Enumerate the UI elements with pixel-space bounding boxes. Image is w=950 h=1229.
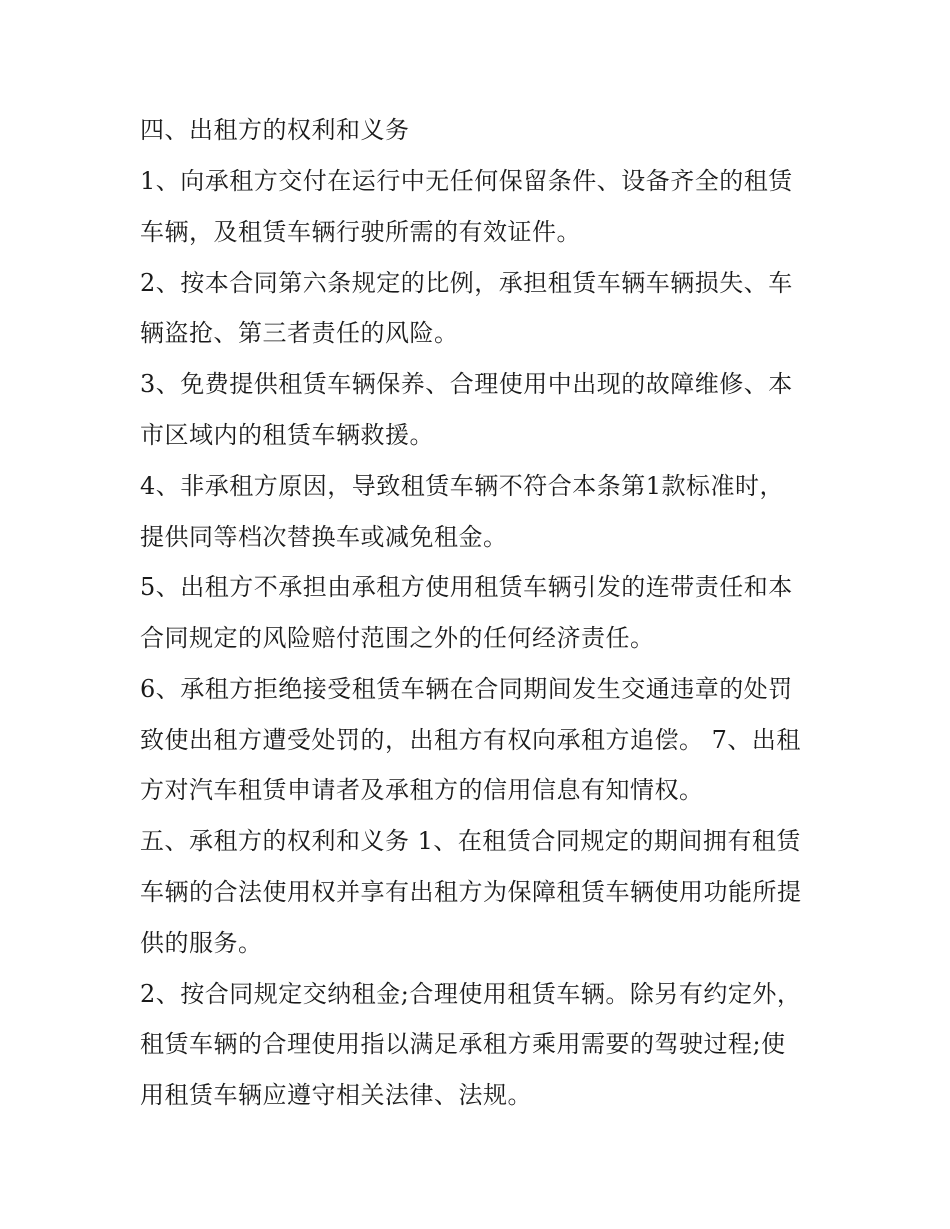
section-heading-5: 五、承租方的权利和义务 1、在租赁合同规定的期间拥有租赁 (140, 827, 801, 855)
clause-4-1-line-2: 车辆，及租赁车辆行驶所需的有效证件。 (140, 218, 581, 246)
clause-4-7-line-1: 方对汽车租赁申请者及承租方的信用信息有知情权。 (140, 776, 704, 804)
clause-5-1-line-2: 车辆的合法使用权并享有出租方为保障租赁车辆使用功能所提 (140, 878, 802, 906)
clause-4-5-line-1: 5、出租方不承担由承租方使用租赁车辆引发的连带责任和本 (140, 573, 793, 601)
clause-4-6-line-2: 致使出租方遭受处罚的，出租方有权向承租方追偿。 7、出租 (140, 726, 801, 754)
clause-4-2-line-1: 2、按本合同第六条规定的比例，承担租赁车辆车辆损失、车 (140, 269, 793, 297)
clause-4-4-line-1: 4、非承租方原因，导致租赁车辆不符合本条第1款标准时， (140, 472, 785, 500)
clause-4-2-line-2: 辆盗抢、第三者责任的风险。 (140, 319, 459, 347)
clause-5-2-line-3: 用租赁车辆应遵守相关法律、法规。 (140, 1081, 532, 1109)
clause-5-2-line-1: 2、按合同规定交纳租金;合理使用租赁车辆。除另有约定外， (140, 980, 802, 1008)
section-heading-4: 四、出租方的权利和义务 (140, 116, 410, 144)
clause-5-1-line-3: 供的服务。 (140, 929, 263, 957)
clause-4-5-line-2: 合同规定的风险赔付范围之外的任何经济责任。 (140, 624, 655, 652)
clause-4-3-line-2: 市区域内的租赁车辆救援。 (140, 421, 434, 449)
clause-5-2-line-2: 租赁车辆的合理使用指以满足承租方乘用需要的驾驶过程;使 (140, 1030, 786, 1058)
clause-4-4-line-2: 提供同等档次替换车或减免租金。 (140, 523, 508, 551)
clause-4-3-line-1: 3、免费提供租赁车辆保养、合理使用中出现的故障维修、本 (140, 370, 793, 398)
clause-4-6-line-1: 6、承租方拒绝接受租赁车辆在合同期间发生交通违章的处罚 (140, 675, 793, 703)
clause-4-1-line-1: 1、向承租方交付在运行中无任何保留条件、设备齐全的租赁 (140, 167, 793, 195)
